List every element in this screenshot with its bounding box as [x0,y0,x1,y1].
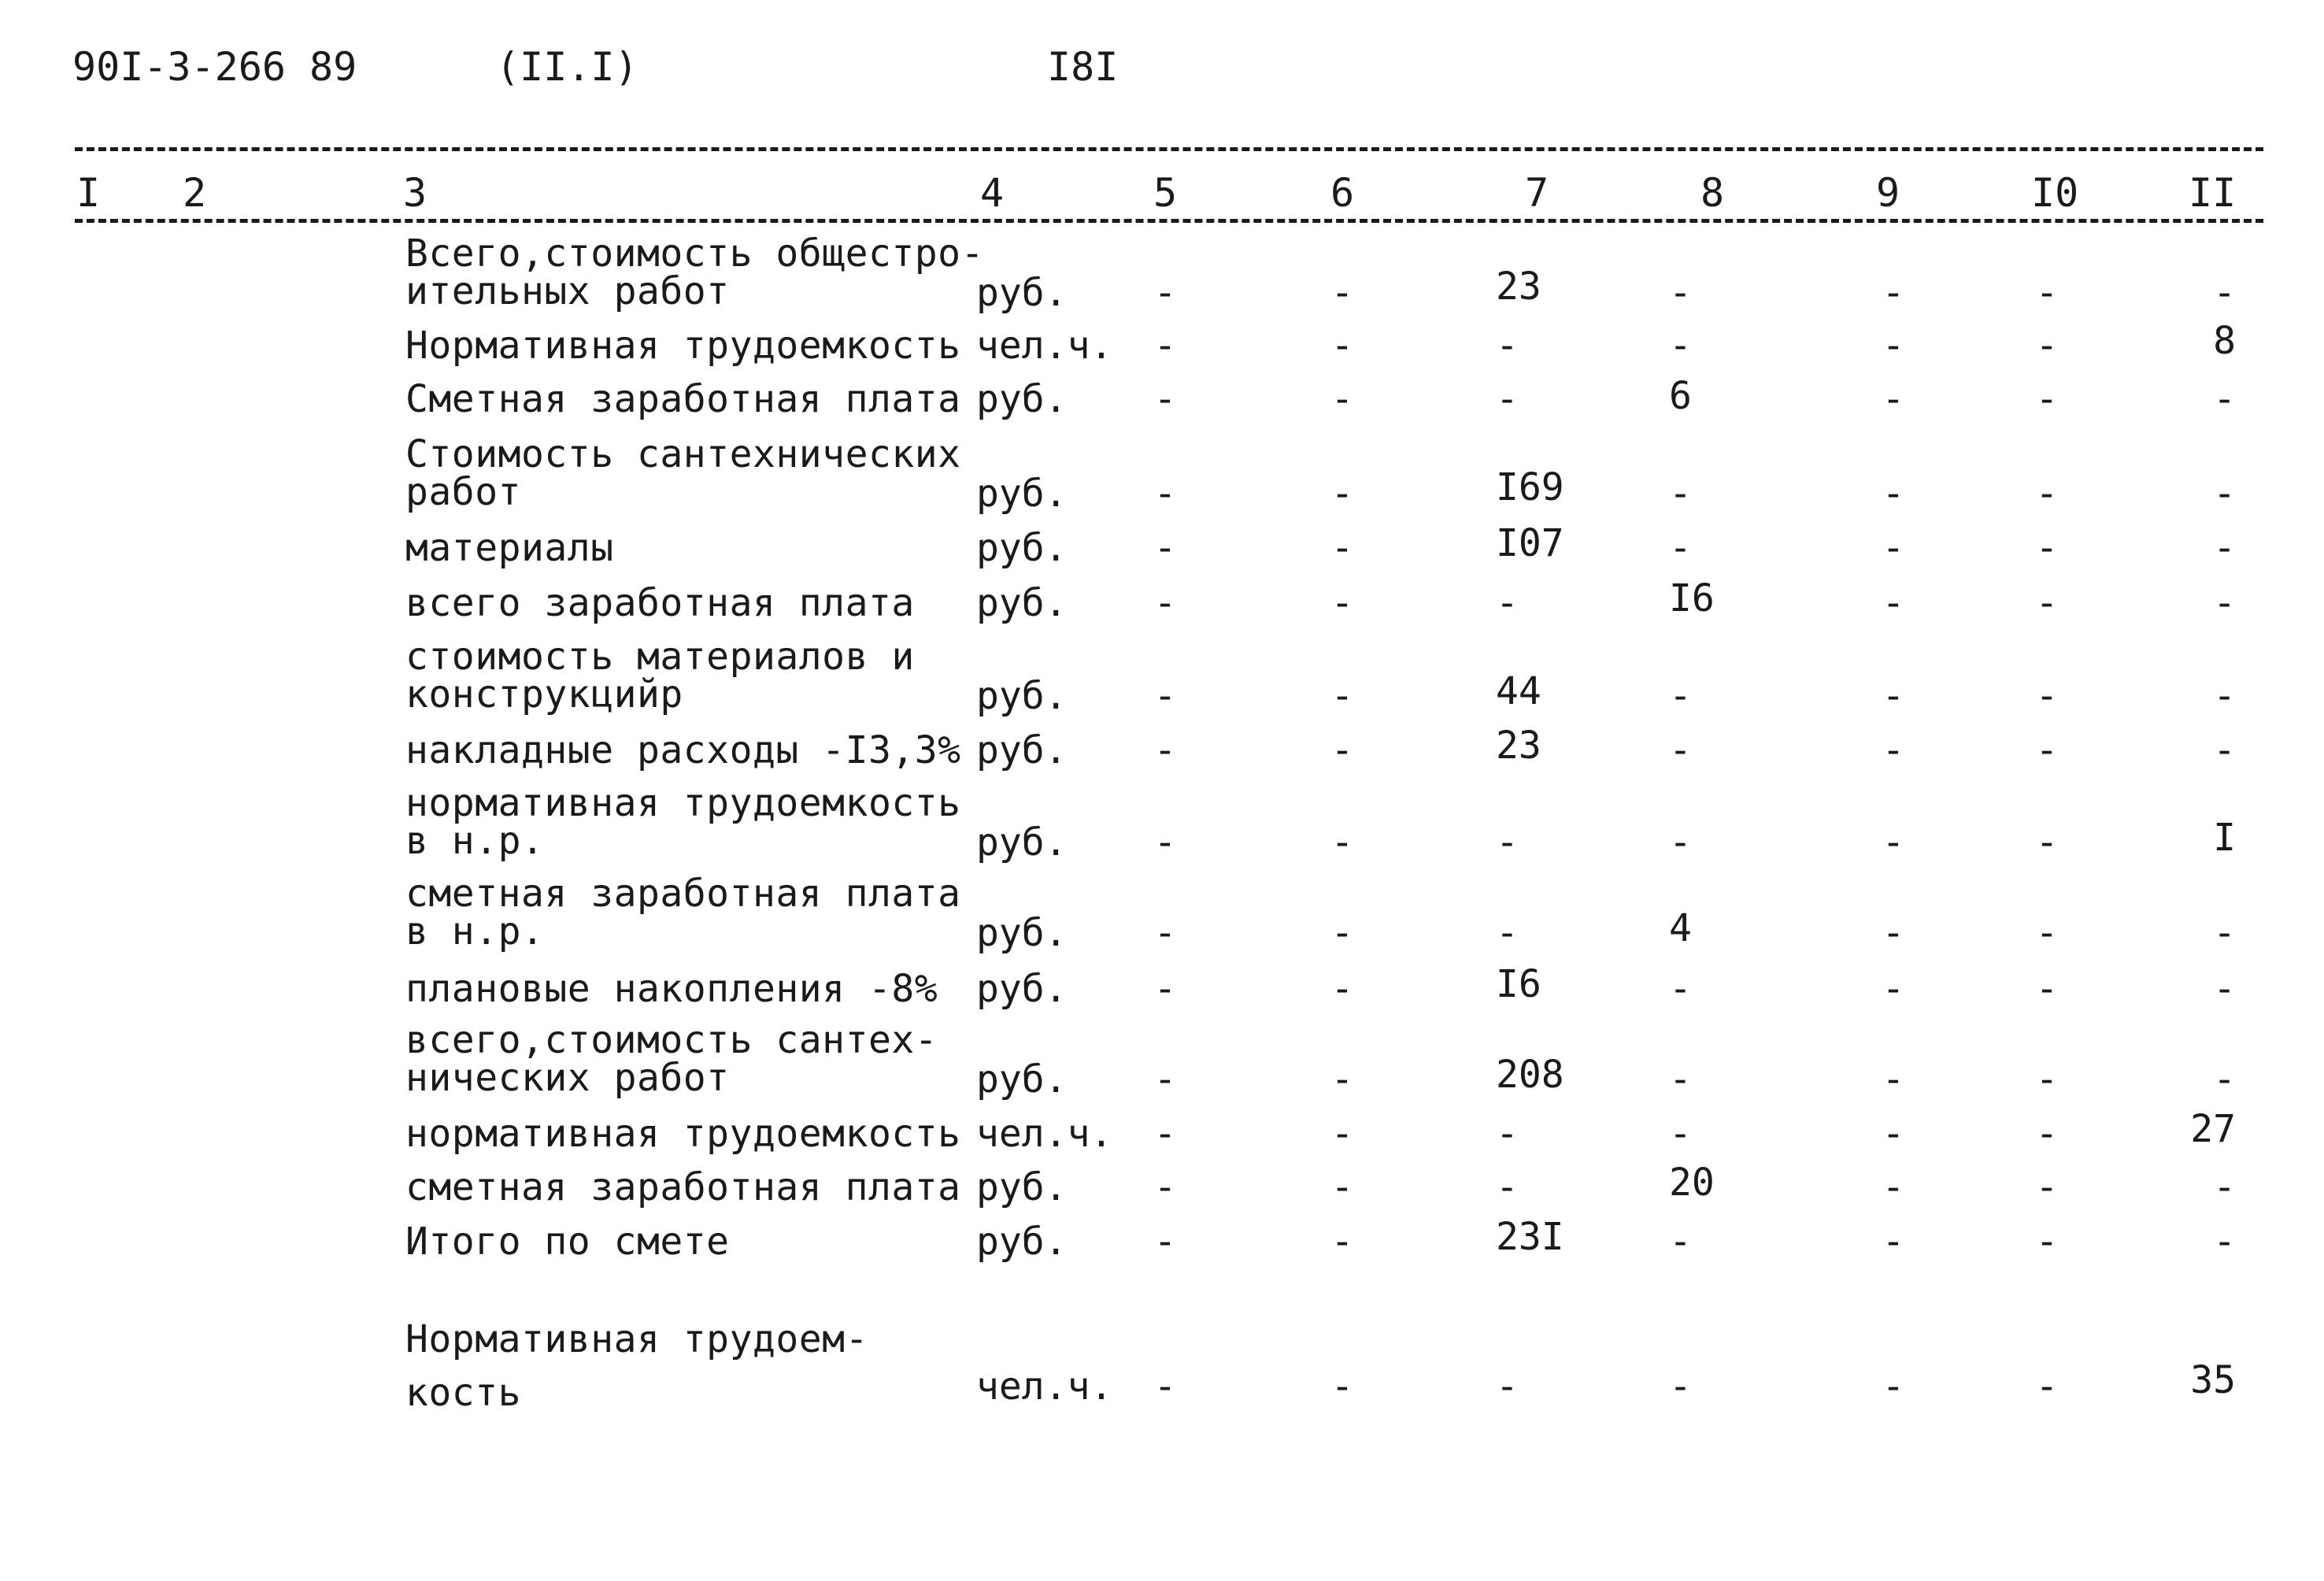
cell-col-10: - [2035,581,2059,625]
col-head-2: 2 [183,170,207,216]
cell-col-6: - [1330,911,1354,955]
cell-col-5: - [1153,1165,1177,1209]
top-rule [75,147,2263,151]
cell-col-8: - [1669,674,1692,718]
cell-col-11: - [2213,377,2236,421]
cell-col-6: - [1330,271,1354,315]
row-description: нормативная трудоемкость [405,1112,961,1156]
cell-col-10: - [2035,1057,2059,1102]
row-unit: руб. [976,1057,1068,1102]
cell-col-10: - [2035,1364,2059,1409]
cell-col-10: - [2035,324,2059,368]
cell-col-9: - [1882,1165,1905,1209]
cell-col-7: I07 [1496,521,1564,565]
cell-col-11: 27 [2190,1107,2236,1151]
cell-col-11: - [2213,967,2236,1011]
cell-col-8: 20 [1669,1161,1715,1205]
cell-col-8: - [1669,820,1692,865]
cell-col-9: - [1882,377,1905,421]
cell-col-6: - [1330,967,1354,1011]
cell-col-5: - [1153,271,1177,315]
col-head-5: 5 [1153,170,1178,216]
row-unit: руб. [976,1165,1068,1209]
row-description: плановые накопления -8% [405,967,938,1011]
row-unit: чел.ч. [976,324,1113,368]
col-head-3: 3 [403,170,427,216]
cell-col-5: - [1153,581,1177,625]
cell-col-6: - [1330,324,1354,368]
row-description: материалы [405,526,614,570]
col-head-9: 9 [1876,170,1900,216]
cell-col-5: - [1153,472,1177,516]
row-description: Стоимость сантехнических работ [405,432,961,514]
section-number: (II.I) [496,44,638,90]
row-description: всего заработная плата [405,581,915,625]
cell-col-11: 8 [2213,319,2236,363]
cell-col-9: - [1882,1112,1905,1156]
cell-col-10: - [2035,472,2059,516]
cell-col-8: - [1669,967,1692,1011]
cell-col-7: - [1496,911,1519,955]
cell-col-10: - [2035,674,2059,718]
cell-col-7: - [1496,377,1519,421]
cell-col-11: 35 [2190,1358,2236,1402]
cell-col-6: - [1330,1165,1354,1209]
cell-col-9: - [1882,820,1905,865]
row-unit: чел.ч. [976,1364,1113,1409]
doc-code: 90I-3-266 89 [72,44,357,90]
cell-col-9: - [1882,472,1905,516]
cell-col-7: 23 [1496,265,1541,309]
row-description: сметная заработная плата в н.р. [405,872,961,953]
row-description: Итого по смете [405,1220,730,1264]
col-head-4: 4 [980,170,1005,216]
cell-col-7: I6 [1496,962,1541,1006]
cell-col-6: - [1330,526,1354,570]
cell-col-6: - [1330,1220,1354,1264]
cell-col-7: 208 [1496,1053,1564,1097]
cell-col-9: - [1882,674,1905,718]
cell-col-7: 23 [1496,724,1541,768]
cell-col-9: - [1882,271,1905,315]
cell-col-6: - [1330,674,1354,718]
cell-col-11: - [2213,581,2236,625]
cell-col-8: - [1669,1112,1692,1156]
cell-col-6: - [1330,820,1354,865]
row-unit: руб. [976,911,1068,955]
cell-col-8: 4 [1669,906,1692,950]
cell-col-5: - [1153,377,1177,421]
cell-col-5: - [1153,674,1177,718]
row-unit: руб. [976,526,1068,570]
cell-col-11: - [2213,728,2236,772]
cell-col-11: - [2213,911,2236,955]
cell-col-11: I [2213,816,2236,860]
cell-col-11: - [2213,1057,2236,1102]
cell-col-6: - [1330,472,1354,516]
row-unit: руб. [976,271,1068,315]
cell-col-8: - [1669,472,1692,516]
cell-col-8: - [1669,1220,1692,1264]
cell-col-7: - [1496,1364,1519,1409]
row-unit: руб. [976,728,1068,772]
cell-col-5: - [1153,967,1177,1011]
cell-col-10: - [2035,911,2059,955]
col-head-6: 6 [1330,170,1355,216]
cell-col-9: - [1882,324,1905,368]
cell-col-8: - [1669,526,1692,570]
cell-col-10: - [2035,271,2059,315]
row-description: нормативная трудоемкость в н.р. [405,781,961,863]
cell-col-11: - [2213,472,2236,516]
page-number: I8I [1047,44,1119,90]
cell-col-7: 44 [1496,669,1541,713]
cell-col-5: - [1153,820,1177,865]
cell-col-8: - [1669,324,1692,368]
cell-col-8: - [1669,728,1692,772]
row-description: Всего,стоимость общестро- ительных работ [405,231,984,313]
cell-col-10: - [2035,1112,2059,1156]
cell-col-5: - [1153,728,1177,772]
cell-col-7: - [1496,1165,1519,1209]
row-description: всего,стоимость сантех- нических работ [405,1018,938,1100]
col-head-7: 7 [1525,170,1549,216]
row-description: Нормативная трудоем- кость [405,1317,868,1415]
cell-col-8: - [1669,1057,1692,1102]
cell-col-7: - [1496,820,1519,865]
cell-col-11: - [2213,1165,2236,1209]
cell-col-10: - [2035,377,2059,421]
cell-col-6: - [1330,377,1354,421]
row-description: Сметная заработная плата [405,377,961,421]
cell-col-9: - [1882,581,1905,625]
cell-col-7: 23I [1496,1215,1564,1259]
cell-col-5: - [1153,526,1177,570]
cell-col-5: - [1153,324,1177,368]
cell-col-7: - [1496,1112,1519,1156]
cell-col-6: - [1330,1364,1354,1409]
cell-col-10: - [2035,728,2059,772]
cell-col-9: - [1882,967,1905,1011]
cell-col-6: - [1330,1112,1354,1156]
cell-col-11: - [2213,1220,2236,1264]
cell-col-9: - [1882,1057,1905,1102]
row-description: стоимость материалов и конструкцийр [405,635,915,716]
cell-col-5: - [1153,1220,1177,1264]
cell-col-9: - [1882,911,1905,955]
cell-col-6: - [1330,581,1354,625]
row-unit: руб. [976,377,1068,421]
cell-col-11: - [2213,526,2236,570]
cell-col-6: - [1330,1057,1354,1102]
row-description: сметная заработная плата [405,1165,961,1209]
header-rule [75,219,2263,223]
cell-col-5: - [1153,1112,1177,1156]
cell-col-8: - [1669,271,1692,315]
cell-col-10: - [2035,820,2059,865]
row-unit: руб. [976,967,1068,1011]
cell-col-11: - [2213,271,2236,315]
cell-col-11: - [2213,674,2236,718]
cell-col-6: - [1330,728,1354,772]
row-unit: руб. [976,1220,1068,1264]
row-unit: руб. [976,674,1068,718]
row-unit: руб. [976,581,1068,625]
row-unit: руб. [976,820,1068,865]
col-head-10: I0 [2031,170,2079,216]
cell-col-8: I6 [1669,576,1715,620]
cell-col-5: - [1153,1057,1177,1102]
col-head-1: I [76,170,101,216]
cell-col-10: - [2035,1220,2059,1264]
col-head-11: II [2189,170,2237,216]
row-unit: руб. [976,472,1068,516]
cell-col-10: - [2035,1165,2059,1209]
cell-col-9: - [1882,1220,1905,1264]
cell-col-5: - [1153,911,1177,955]
cell-col-8: 6 [1669,374,1692,418]
cell-col-9: - [1882,1364,1905,1409]
col-head-8: 8 [1700,170,1725,216]
cell-col-9: - [1882,526,1905,570]
cell-col-10: - [2035,526,2059,570]
cell-col-10: - [2035,967,2059,1011]
cell-col-5: - [1153,1364,1177,1409]
cell-col-7: I69 [1496,465,1564,509]
row-unit: чел.ч. [976,1112,1113,1156]
cell-col-7: - [1496,581,1519,625]
cell-col-8: - [1669,1364,1692,1409]
cell-col-9: - [1882,728,1905,772]
cell-col-7: - [1496,324,1519,368]
row-description: накладные расходы -I3,3% [405,728,961,772]
row-description: Нормативная трудоемкость [405,324,961,368]
